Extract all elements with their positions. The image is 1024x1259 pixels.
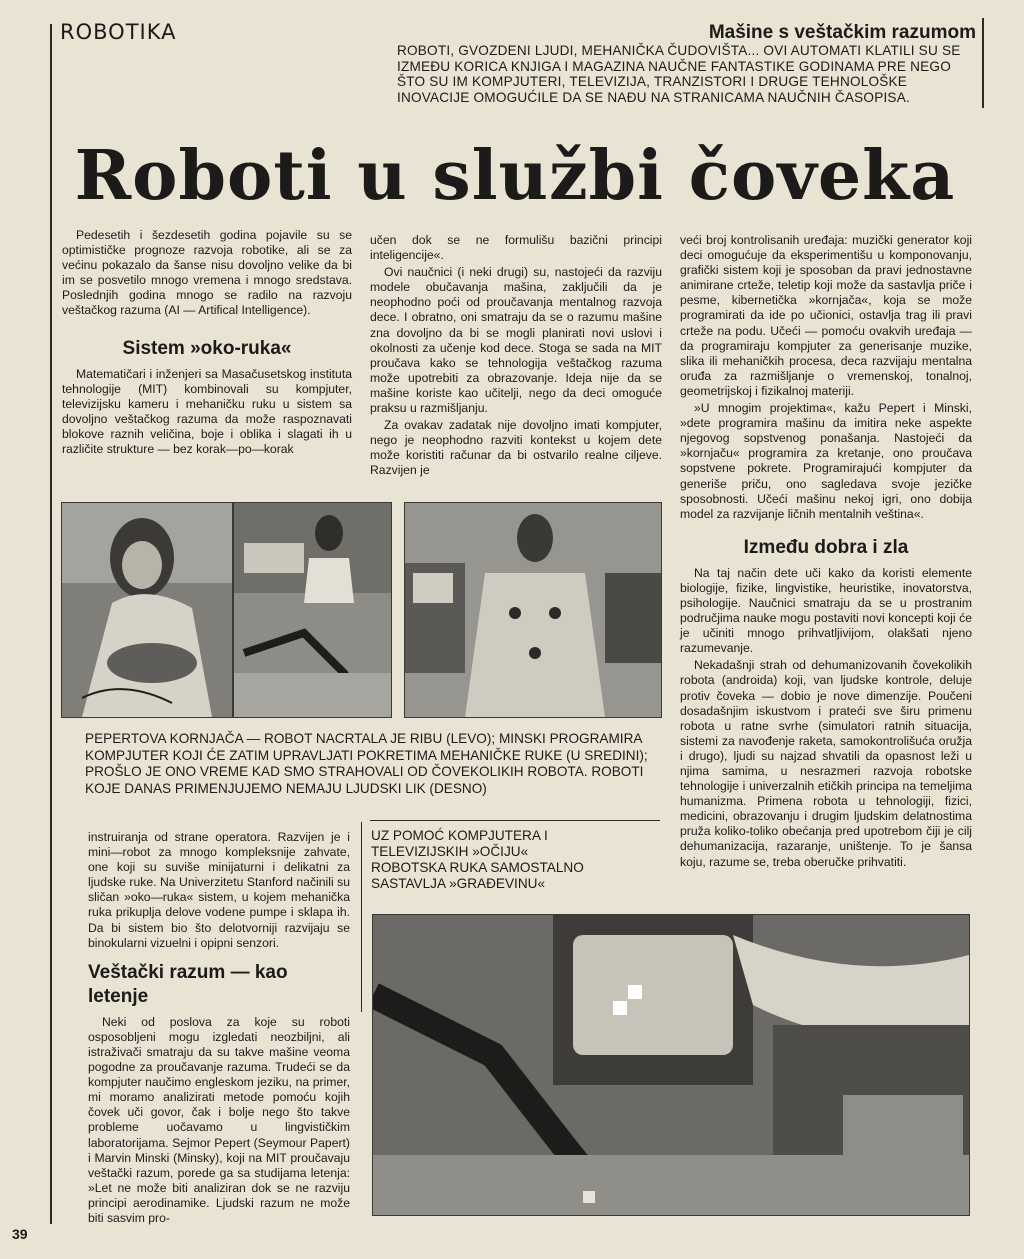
photo-pepert-turtle — [61, 502, 233, 718]
paragraph: Na taj način dete uči kako da koristi elemente biologije, fizike, lingvistike, heuristike, inovatorstva, psihologije. Naučnici smatraju da se u prostranim područjima nauke mogu postaviti novi koncepti koji će je učiniti mnogo prihvatljivijom, olakšati njeno razumevanje. — [680, 565, 972, 656]
bottom-photo-caption: UZ POMOĆ KOMPJUTERA I TELEVIZIJSKIH »OČIJU« ROBOTSKA RUKA SAMOSTALNO SASTAVLJA »GRAĐEVINU« — [371, 828, 584, 891]
column-1-bottom — [88, 830, 350, 1226]
frame-left-rule — [50, 24, 52, 1224]
column-2-top — [370, 233, 662, 479]
paragraph: Neki od poslova za koje su roboti osposobljeni mogu izgledati neozbiljni, ali istraživači smatraju da su takve mašine veoma pogodne za proučavanje razuma. Trudeći se da kompjuter naučimo engleskom jeziku, na primer, mi moramo analizirati metode pomoću kojih čovek uči govor, čak i bolje nego što takve probleme uočavamo u lingvističkim laboratorijama. Sejmor Pepert (Seymour Papert) i Marvin Minski (Minsky), koji na MIT proučavaju veštački razum, porede ga sa studijama letenja: »Let ne može biti analiziran dok se ne razviju principi aerodinamike. Ljudski razum ne može biti sasvim pro- — [88, 1014, 350, 1225]
paragraph: Pedesetih i šezdesetih godina pojavile su se optimističke prognoze razvoja robotike, ali se za većinu pokazalo da šanse nisu dovoljno velike da bi im se posvetilo mnogo vremena i mnogo sredstava. Poslednjih godina mnogo se radilo na razvoju veštačkog razuma (AI — Artifical Intelligence). — [62, 228, 352, 318]
subhead-vestacki-razum: Veštački razum — kao letenje — [88, 961, 288, 1007]
paragraph: Ovi naučnici (i neki drugi) su, nastojeći da razviju modele obučavanja mašina, zaključili da je neophodno poći od proučavanja mentalnog razvoja dece. I obratno, oni smatraju da se o razumu mašine zna dovoljno da bi se mogli planirati novi uslovi i okolnosti za učenje kod dece. Stoga se sada na MIT proučava kako se tehnologija veštačkog razuma može upotrebiti za obrazovanje. Ideja nije da se mašine koriste kao učitelji, nego da deci omoguće praksu u razmišljanju. — [370, 265, 662, 416]
subhead-izmedju-dobra: Između dobra i zla — [743, 536, 909, 558]
photo-robot-suit — [404, 502, 662, 718]
kicker-title: Mašine s veštačkim razumom — [708, 22, 976, 43]
column-1-top — [62, 228, 352, 457]
section-label: ROBOTIKA — [60, 20, 177, 44]
subhead-oko-ruka: Sistem »oko-ruka« — [122, 337, 292, 359]
paragraph: veći broj kontrolisanih uređaja: muzički generator koji deci omogućuje da eksperimentišu u komponovanju, grafički sistem koji je sposoban da pravi jednostavne animirane crteže, teletip koji može da sastavlja priče i pesme, kibernetička »kornjača«, koja se može programirati da ide po učionici, ostavlja trag ili pravi crteže na podu. Učeći — pomoću ovakvih uređaja — da programiraju kompjuter za generisanje muzike, slika ili mehaničkih procesa, deca razvijaju mentalna oruđa za razmišljanje o vremenskoj, tonalnoj, geometrijskoj i fizikalnoj materiji. — [680, 233, 972, 398]
frame-right-rule — [982, 18, 984, 108]
photo-robot-suit-image — [405, 503, 661, 717]
column-3 — [680, 233, 972, 870]
article-headline: Roboti u službi čoveka — [74, 136, 956, 216]
paragraph: Nekadašnji strah od dehumanizovanih čovekolikih robota (androida) koji, van ljudske kontrole, deluje protiv čoveka — dobio je nove dimenzije. Poučeni dosadašnjim iskustvom i prateći sve širu primenu robota u ratne svrhe (simulatori ratnih situacija, sistemi za navođenje raketa, samokontrolišuća oružja i drugo), ljudi su najzad shvatili da opasnost leži u njima samima, u nesrazmeri razvoja robotske tehnologije i univerzalnih etičkih principa na temeljima humanizma. Primena robota u tehnologiji, fizici, medicini, obrazovanju i drugim ljudskim delatnostima pruža koliko-toliko obećanja pred upotrebom čiji je cilj dehumanizacija, razaranje, uništenje. To je šansa koju, razume se, treba oberučke prihvatiti. — [680, 658, 972, 869]
caption-divider — [370, 820, 660, 821]
photo-pepert-turtle-image — [62, 503, 232, 717]
photo-strip-caption: PEPERTOVA KORNJAČA — ROBOT NACRTALA JE RIBU (LEVO); MINSKI PROGRAMIRA KOMPJUTER KOJI ĆE ZATIM UPRAVLJATI POKRETIMA MEHANIČKE RUKE (U SREDINI); PROŠLO JE ONO VREME KAD SMO STRAHOVALI OD ČOVEKOLIKIH ROBOTA. ROBOTI KOJE DANAS PRIMENJUJEMO NEMAJU LJUDSKI LIK (DESNO) — [85, 731, 648, 796]
paragraph: »U mnogim projektima«, kažu Pepert i Minski, »dete programira mašinu da imitira neke aspekte njegovog sopstvenog ponašanja. Nastojeći da »kornjaču« programira za kretanje, ono proučava sopstvene pokrete. Programirajući kompjuter da generiše priču, ono sagledava svoje jezičke sposobnosti. Učeći mašinu nekoj igri, ono dobija model za razvijanje ličnih mentalnih veština«. — [680, 401, 972, 521]
paragraph: Matematičari i inženjeri sa Masačusetskog instituta tehnologije (MIT) kombinovali su kompjuter, televizijsku kameru i mehaničku ruku u sistem sa dovoljno veštačkog razuma da može raspoznavati blokove raznih veličina, boje i oblika i slagati ih u različite strukture — bez korak—po—korak — [62, 366, 352, 457]
photo-minsky-arm-image — [234, 503, 391, 717]
photo-minsky-arm — [233, 502, 392, 718]
paragraph: učen dok se ne formulišu bazični principi inteligencije«. — [370, 233, 662, 263]
article-deck: ROBOTI, GVOZDENI LJUDI, MEHANIČKA ČUDOVIŠTA... OVI AUTOMATI KLATILI SU SE IZMEĐU KORICA KNJIGA I MAGAZINA NAUČNE FANTASTIKE GODINAMA PRE NEGO ŠTO SU IM KOMPJUTERI, TELEVIZIJA, TRANZISTORI I DRUGE TEHNOLOŠKE INOVACIJE OMOGUĆILE DA SE NAĐU NA STRANICAMA NAUČNIH ČASOPISA. — [397, 43, 961, 105]
paragraph: instruiranja od strane operatora. Razvijen je i mini—robot za mnogo kompleksnije zahvate, one koji su suviše minijaturni i delikatni za ljudske ruke. Na Univerzitetu Stanford načinili su sličan »oko—ruka« sistem, u kojem mehanička ruka prikuplja delove vodene pumpe i sklapa ih. Da bi sistem bio što delotvorniji razvijaju se binokularni vizuelni i opipni senzori. — [88, 830, 350, 950]
paragraph: Za ovakav zadatak nije dovoljno imati kompjuter, nego je neophodno razviti kontekst u kojem dete može koristiti računar da bi ostvarilo realne ciljeve. Razvijen je — [370, 418, 662, 478]
photo-robot-arm-blocks-image — [373, 915, 969, 1215]
photo-robot-arm-blocks — [372, 914, 970, 1216]
page-number: 39 — [12, 1226, 28, 1242]
column-divider — [361, 822, 362, 1012]
